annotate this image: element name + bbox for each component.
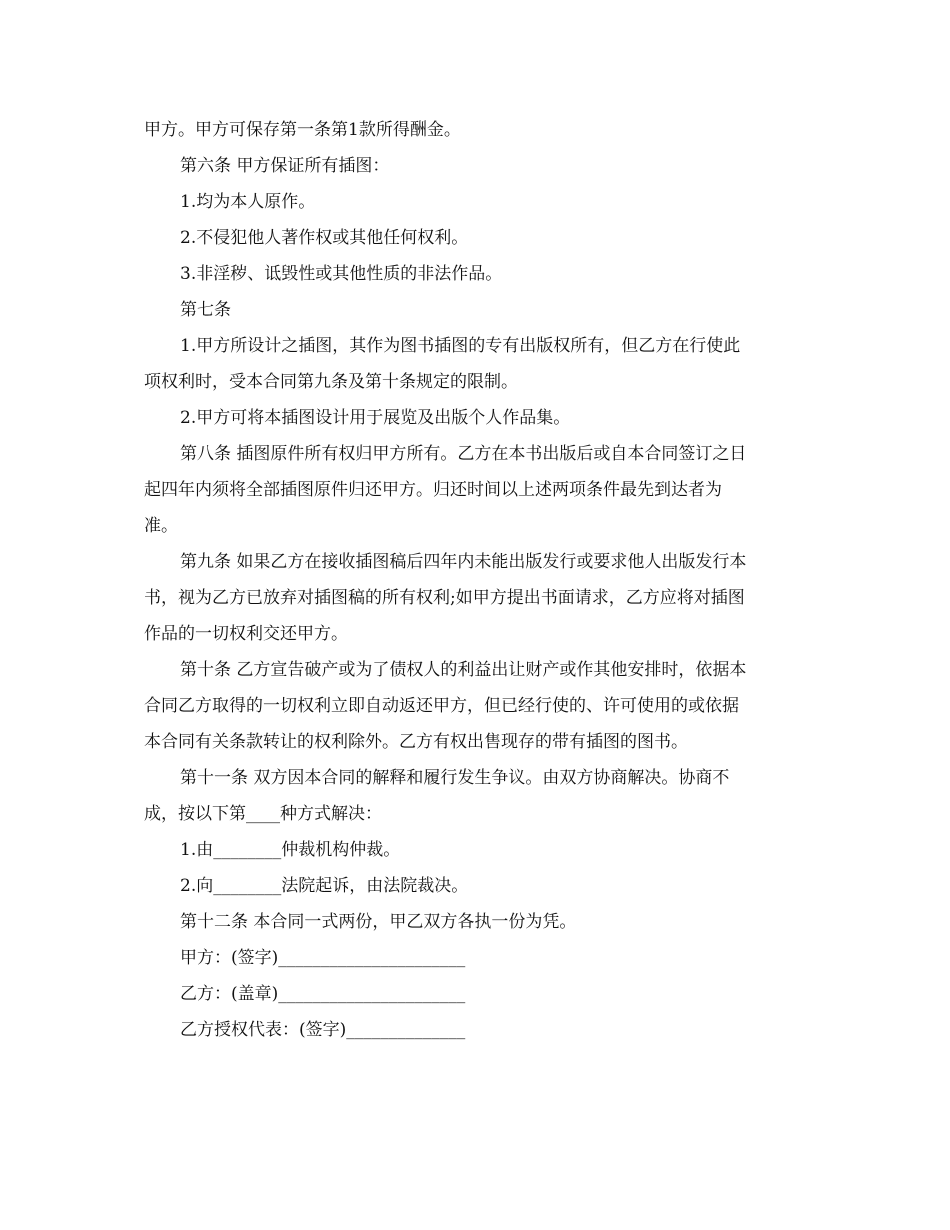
text-line: 书，视为乙方已放弃对插图稿的所有权利;如甲方提出书面请求，乙方应将对插图 xyxy=(144,588,745,608)
clause-9-text: 第九条 如果乙方在接收插图稿后四年内未能出版发行或要求他人出版发行本 xyxy=(180,552,747,572)
text-line: 作品的一切权利交还甲方。 xyxy=(144,624,348,644)
clause-8-text: 第八条 插图原件所有权归甲方所有。乙方在本书出版后或自本合同签订之日 xyxy=(180,444,747,464)
signature-line-party-b: 乙方：(盖章)______________________ xyxy=(180,984,466,1004)
list-item: 2.不侵犯他人著作权或其他任何权利。 xyxy=(180,228,469,248)
list-item: 3.非淫秽、诋毁性或其他性质的非法作品。 xyxy=(180,264,503,284)
text-line: 准。 xyxy=(144,516,178,536)
text-line: 项权利时，受本合同第九条及第十条规定的限制。 xyxy=(144,372,518,392)
list-item: 2.甲方可将本插图设计用于展览及出版个人作品集。 xyxy=(180,408,571,428)
list-item: 1.均为本人原作。 xyxy=(180,192,316,212)
list-item: 2.向________法院起诉，由法院裁决。 xyxy=(180,876,469,896)
clause-6-heading: 第六条 甲方保证所有插图： xyxy=(180,156,390,176)
document-body xyxy=(144,112,808,1048)
clause-11-text: 第十一条 双方因本合同的解释和履行发生争议。由双方协商解决。协商不 xyxy=(180,768,730,788)
clause-12-text: 第十二条 本合同一式两份，甲乙双方各执一份为凭。 xyxy=(180,912,577,932)
text-line: 合同乙方取得的一切权利立即自动返还甲方，但已经行使的、许可使用的或依据 xyxy=(144,696,739,716)
list-item: 1.甲方所设计之插图，其作为图书插图的专有出版权所有，但乙方在行使此 xyxy=(180,336,741,356)
text-line: 起四年内须将全部插图原件归还甲方。归还时间以上述两项条件最先到达者为 xyxy=(144,480,722,500)
text-line: 成，按以下第____种方式解决： xyxy=(144,804,382,824)
signature-line-representative: 乙方授权代表：(签字)______________ xyxy=(180,1020,466,1040)
list-item: 1.由________仲裁机构仲裁。 xyxy=(180,840,401,860)
signature-line-party-a: 甲方：(签字)______________________ xyxy=(180,948,466,968)
clause-10-text: 第十条 乙方宣告破产或为了债权人的利益出让财产或作其他安排时，依据本 xyxy=(180,660,747,680)
text-line: 本合同有关条款转让的权利除外。乙方有权出售现存的带有插图的图书。 xyxy=(144,732,688,752)
clause-7-heading: 第七条 xyxy=(180,300,231,320)
text-line: 甲方。甲方可保存第一条第1款所得酬金。 xyxy=(144,120,461,140)
